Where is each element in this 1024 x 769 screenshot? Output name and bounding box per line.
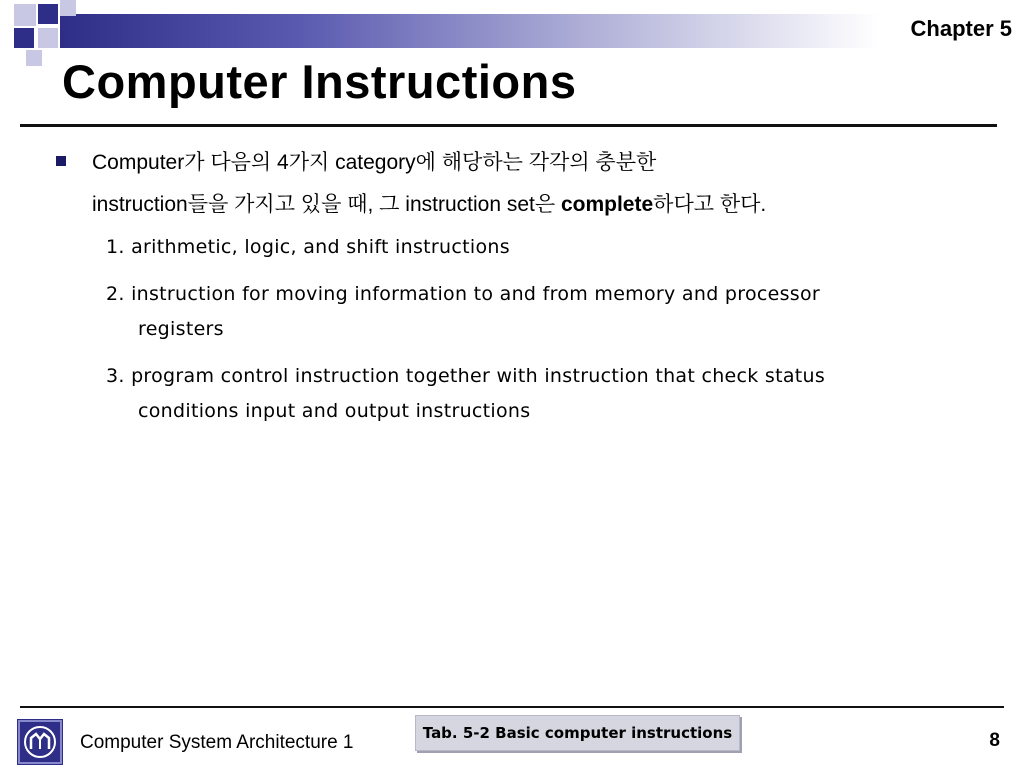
page-number: 8 [989, 730, 1000, 751]
decor-square [14, 28, 34, 48]
header-gradient-band [60, 14, 1024, 48]
page-title: Computer Instructions [62, 55, 577, 108]
bullet-paragraph [92, 142, 992, 226]
university-logo-icon [17, 719, 63, 765]
list-item-continuation: conditions input and output instructions [138, 400, 531, 422]
decor-square [38, 28, 58, 48]
bullet-line-2-bold: complete [560, 193, 654, 216]
list-item-2 [106, 277, 966, 347]
decor-square [26, 50, 42, 66]
list-item-continuation: registers [138, 318, 224, 340]
footer-divider [20, 706, 1004, 708]
bullet-line-2-end: 하다고 한다. [653, 193, 767, 216]
decor-square [60, 0, 76, 16]
bullet-line-1: Computer가 다음의 4가지 category에 해당하는 각각의 충분한 [92, 151, 657, 174]
bullet-square-icon [56, 156, 66, 166]
course-name: Computer System Architecture 1 [80, 732, 354, 753]
list-item-text: 2. instruction for moving information to and from memory and processor [106, 283, 821, 305]
chapter-label: Chapter 5 [910, 16, 1012, 41]
bullet-line-2-start: instruction들을 가지고 있을 때, 그 instruction set은 [92, 193, 561, 216]
table-caption-box [415, 715, 740, 751]
title-divider [20, 124, 997, 127]
list-item-text: 1. arithmetic, logic, and shift instructions [106, 236, 510, 258]
table-caption: Tab. 5-2 Basic computer instructions [422, 724, 733, 742]
list-item-text: 3. program control instruction together with instruction that check status [106, 365, 826, 387]
list-item-3 [106, 359, 966, 429]
list-item-1 [106, 230, 966, 265]
decor-square [14, 4, 36, 26]
decor-square [38, 4, 58, 24]
logo-emblem-icon [17, 719, 63, 765]
